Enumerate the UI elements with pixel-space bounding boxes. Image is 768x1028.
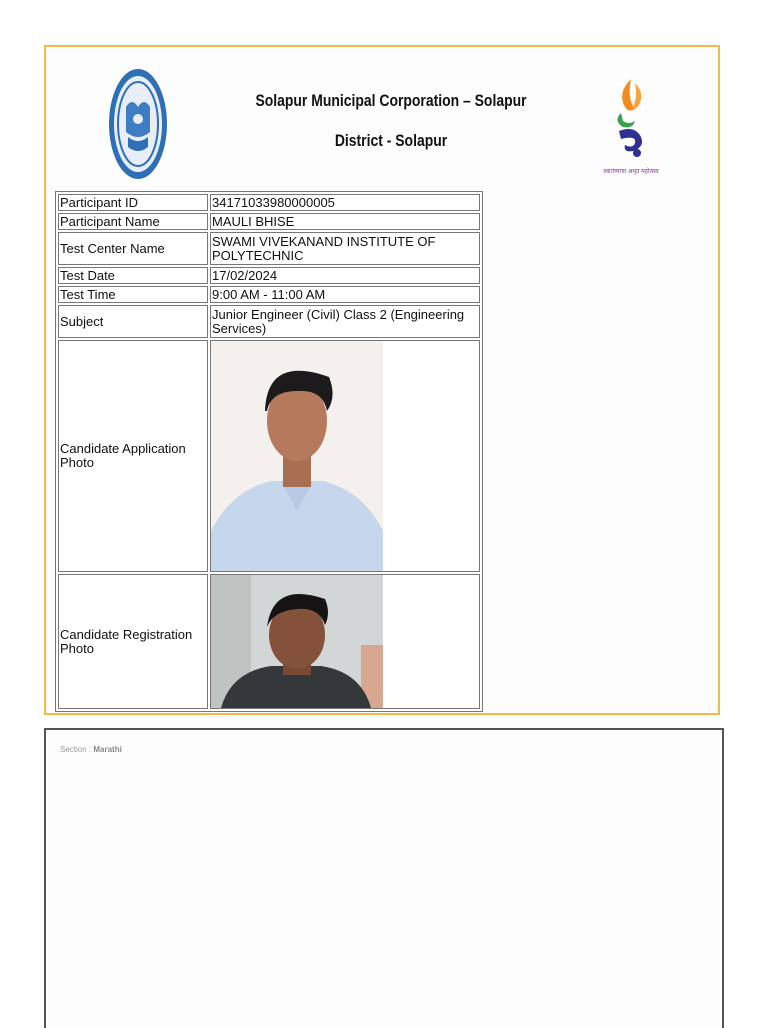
card-header [46,47,718,193]
header-title-line2: District - Solapur [334,131,448,150]
table-row [58,574,480,709]
test-date-value: 17/02/2024 [210,267,480,284]
logo-tagline: स्वातंत्र्याचा अमृत महोत्सव [603,169,659,175]
table-row [58,286,480,303]
subject-value: Junior Engineer (Civil) Class 2 (Engineering Services) [210,305,480,338]
participant-name-value: MAULI BHISE [210,213,480,230]
table-row [58,340,480,572]
municipal-seal-logo [108,67,168,181]
participant-id-label: Participant ID [58,194,208,211]
test-center-value: SWAMI VIVEKANAND INSTITUTE OF POLYTECHNIC [210,232,480,265]
header-title-line1: Solapur Municipal Corporation – Solapur [255,91,527,110]
test-date-label: Test Date [58,267,208,284]
admit-card [44,45,720,715]
candidate-application-photo [211,341,383,571]
application-photo-cell [210,340,480,572]
table-row [58,194,480,211]
table-row [58,305,480,338]
table-row [58,232,480,265]
participant-id-value: 34171033980000005 [210,194,480,211]
candidate-registration-photo [211,575,383,708]
candidate-details-table [55,191,483,712]
section-heading [60,745,122,754]
table-row [58,267,480,284]
registration-photo-cell [210,574,480,709]
flame-emblem-icon [591,73,671,167]
test-center-label: Test Center Name [58,232,208,265]
azadi-amrit-logo [591,73,671,181]
registration-photo-label: Candidate Registration Photo [58,574,208,709]
application-photo-label: Candidate Application Photo [58,340,208,572]
section-panel [44,728,724,1028]
section-name: Marathi [93,745,122,754]
table-row [58,213,480,230]
participant-name-label: Participant Name [58,213,208,230]
test-time-label: Test Time [58,286,208,303]
test-time-value: 9:00 AM - 11:00 AM [210,286,480,303]
section-prefix: Section : [60,745,94,754]
subject-label: Subject [58,305,208,338]
